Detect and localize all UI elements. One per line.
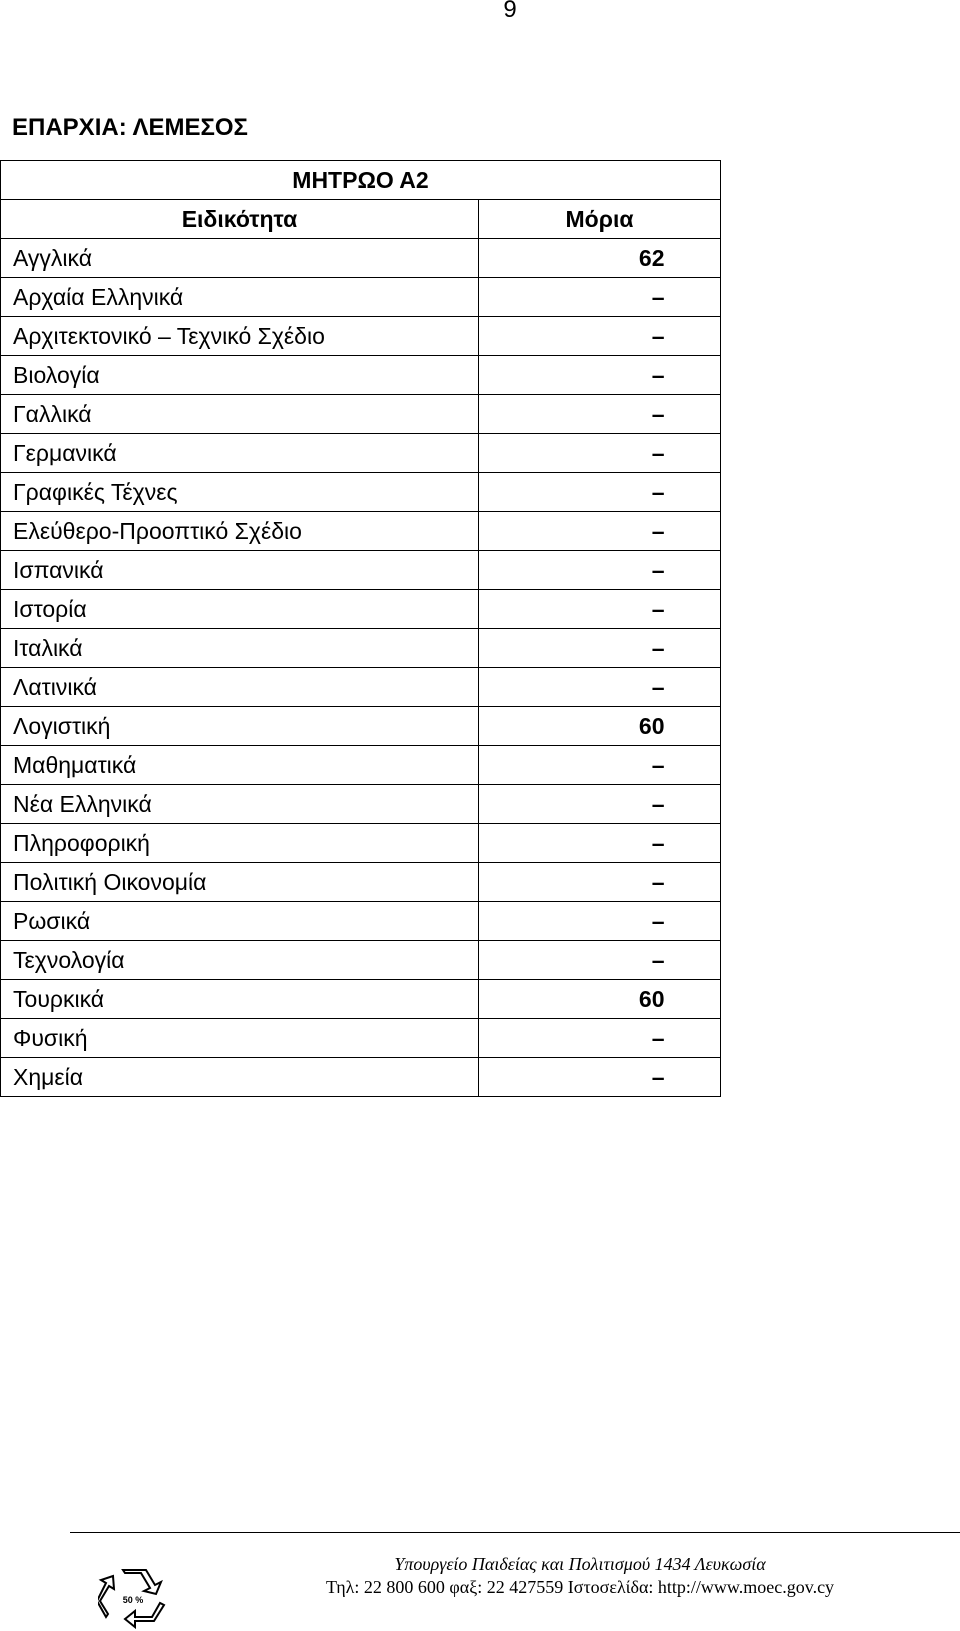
points-cell: [479, 707, 721, 746]
specialty-cell: Νέα Ελληνικά: [1, 785, 479, 824]
specialty-cell: Τουρκικά: [1, 980, 479, 1019]
footer-ministry-address: Υπουργείο Παιδείας και Πολιτισμού 1434 Λευκωσία: [394, 1554, 766, 1574]
table-row: [1, 980, 721, 1019]
table-row: [1, 551, 721, 590]
points-cell: [479, 551, 721, 590]
points-cell: [479, 1058, 721, 1097]
specialty-cell: Γερμανικά: [1, 434, 479, 473]
points-cell: [479, 668, 721, 707]
points-cell: [479, 317, 721, 356]
points-value: –: [651, 557, 665, 583]
specialty-cell: Λογιστική: [1, 707, 479, 746]
points-cell: [479, 512, 721, 551]
points-value: –: [651, 440, 665, 466]
table-row: [1, 278, 721, 317]
points-value: 62: [638, 245, 665, 271]
points-value: –: [651, 869, 665, 895]
points-cell: [479, 980, 721, 1019]
points-cell: [479, 278, 721, 317]
points-cell: [479, 434, 721, 473]
points-cell: [479, 590, 721, 629]
table-row: [1, 317, 721, 356]
points-cell: [479, 1019, 721, 1058]
points-value: 60: [638, 986, 665, 1012]
specialty-cell: Λατινικά: [1, 668, 479, 707]
specialty-cell: Γαλλικά: [1, 395, 479, 434]
specialty-cell: Γραφικές Τέχνες: [1, 473, 479, 512]
table-row: [1, 590, 721, 629]
points-value: –: [651, 479, 665, 505]
points-value: –: [651, 1025, 665, 1051]
points-cell: [479, 902, 721, 941]
points-cell: [479, 863, 721, 902]
table-row: [1, 356, 721, 395]
table-header-row: [1, 200, 721, 239]
specialty-cell: Ελεύθερο-Προοπτικό Σχέδιο: [1, 512, 479, 551]
specialty-cell: Ρωσικά: [1, 902, 479, 941]
page-number: 9: [503, 0, 517, 23]
footer-divider: [70, 1532, 960, 1533]
column-header-specialty: Ειδικότητα: [1, 200, 479, 239]
specialty-cell: Τεχνολογία: [1, 941, 479, 980]
table-row: [1, 395, 721, 434]
specialty-cell: Ισπανικά: [1, 551, 479, 590]
points-value: –: [651, 596, 665, 622]
table-row: [1, 1019, 721, 1058]
points-cell: [479, 356, 721, 395]
table-title: ΜΗΤΡΩΟ Α2: [1, 161, 721, 200]
points-value: 60: [638, 713, 665, 739]
points-value: –: [651, 362, 665, 388]
table-row: [1, 629, 721, 668]
points-value: –: [651, 674, 665, 700]
specialty-cell: Ιταλικά: [1, 629, 479, 668]
recycle-logo-icon: [98, 1567, 168, 1631]
footer-contact-info: Τηλ: 22 800 600 φαξ: 22 427559 Ιστοσελίδα: http://www.moec.gov.cy: [325, 1577, 835, 1597]
points-value: –: [651, 830, 665, 856]
specialty-cell: Φυσική: [1, 1019, 479, 1058]
table-row: [1, 668, 721, 707]
points-value: –: [651, 947, 665, 973]
points-cell: [479, 746, 721, 785]
specialty-cell: Αρχιτεκτονικό – Τεχνικό Σχέδιο: [1, 317, 479, 356]
registry-table: [0, 160, 721, 1097]
table-row: [1, 902, 721, 941]
table-row: [1, 785, 721, 824]
table-row: [1, 707, 721, 746]
specialty-cell: Ιστορία: [1, 590, 479, 629]
table-row: [1, 239, 721, 278]
specialty-cell: Αγγλικά: [1, 239, 479, 278]
recycle-badge-text: 50 %: [122, 1595, 144, 1605]
specialty-cell: Αρχαία Ελληνικά: [1, 278, 479, 317]
specialty-cell: Βιολογία: [1, 356, 479, 395]
table-row: [1, 941, 721, 980]
points-cell: [479, 395, 721, 434]
points-cell: [479, 824, 721, 863]
table-row: [1, 473, 721, 512]
points-cell: [479, 473, 721, 512]
points-value: –: [651, 518, 665, 544]
points-value: –: [651, 791, 665, 817]
points-cell: [479, 239, 721, 278]
table-title-row: [1, 161, 721, 200]
column-header-points: Μόρια: [479, 200, 721, 239]
specialty-cell: Πληροφορική: [1, 824, 479, 863]
points-cell: [479, 941, 721, 980]
table-row: [1, 1058, 721, 1097]
specialty-cell: Μαθηματικά: [1, 746, 479, 785]
points-value: –: [651, 1064, 665, 1090]
table-row: [1, 824, 721, 863]
table-row: [1, 512, 721, 551]
table-row: [1, 434, 721, 473]
points-value: –: [651, 908, 665, 934]
specialty-cell: Πολιτική Οικονομία: [1, 863, 479, 902]
points-cell: [479, 629, 721, 668]
points-value: –: [651, 323, 665, 349]
table-row: [1, 863, 721, 902]
table-row: [1, 746, 721, 785]
points-value: –: [651, 635, 665, 661]
points-value: –: [651, 752, 665, 778]
points-value: –: [651, 401, 665, 427]
province-heading: ΕΠΑΡΧΙΑ: ΛΕΜΕΣΟΣ: [12, 114, 248, 141]
points-value: –: [651, 284, 665, 310]
points-cell: [479, 785, 721, 824]
specialty-cell: Χημεία: [1, 1058, 479, 1097]
